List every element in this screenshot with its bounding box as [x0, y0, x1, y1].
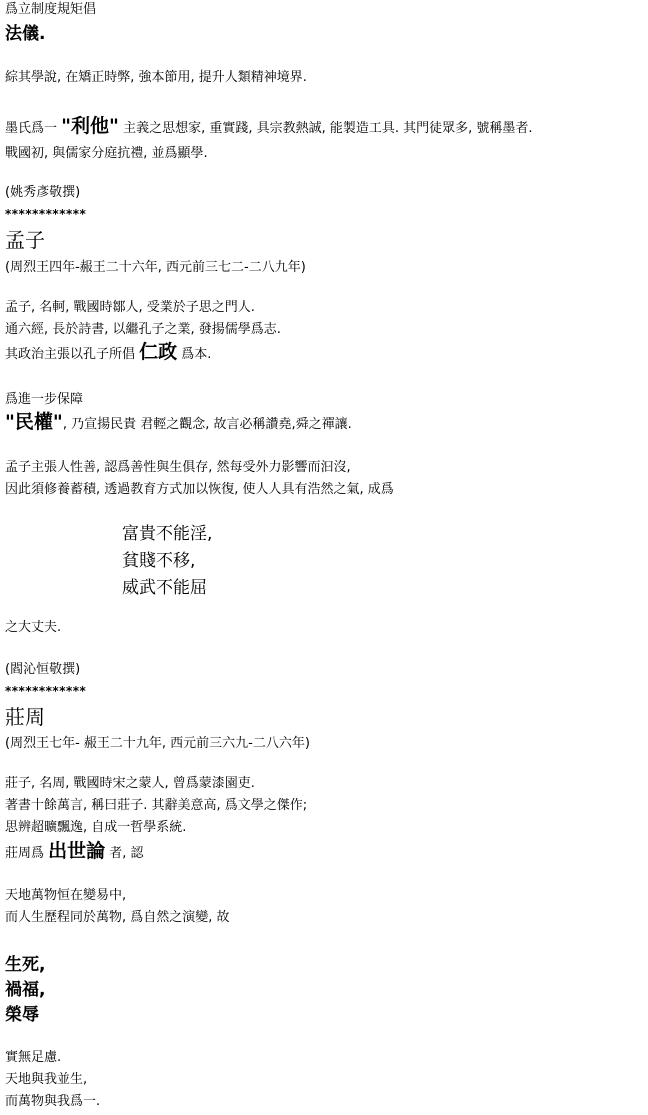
section-divider: ************ — [5, 207, 87, 221]
mozi-author: (姚秀彥敬撰) — [5, 185, 81, 200]
zhuangzi-triad-2: 禍福, — [5, 980, 46, 1000]
zhuangzi-bio2: 著書十餘萬言, 稱曰莊子. 其辭美意高, 爲文學之傑作; — [5, 798, 308, 813]
zhuangzi-world1: 天地萬物恒在變易中, — [5, 888, 127, 903]
zhuangzi-end1: 實無足慮. — [5, 1050, 62, 1065]
mozi-intro-end: 主義之思想家, 重實踐, 具宗教熱誠, 能製造工具. 其門徒眾多, 號稱墨者. — [118, 121, 533, 136]
mencius-step: 爲進一步保障 — [5, 392, 84, 407]
mozi-summary: 綜其學說, 在矯正時弊, 強本節用, 提升人類精神境界. — [5, 70, 307, 85]
mencius-after-poem: 之大丈夫. — [5, 620, 62, 635]
zhuangzi-end2: 天地與我並生, — [5, 1072, 88, 1087]
mencius-policy-emphasis: 仁政 — [139, 341, 178, 363]
mencius-rights-end: , 乃宣揚民貴 君輕之觀念, 故言必稱讚堯,舜之禪讓. — [62, 417, 352, 432]
zhuangzi-thought-emphasis: 出世論 — [48, 840, 106, 862]
section-divider: ************ — [5, 684, 87, 698]
mencius-author: (閻沁恒敬撰) — [5, 662, 81, 677]
mencius-bio1: 孟子, 名軻, 戰國時鄒人, 受業於子思之門人. — [5, 300, 255, 315]
zhuangzi-triad-1: 生死, — [5, 955, 46, 975]
zhuangzi-thought-start: 莊周爲 — [5, 846, 49, 861]
mozi-intro-start: 墨氏爲一 — [5, 121, 62, 136]
mencius-name: 孟子 — [5, 228, 45, 252]
mencius-policy-start: 其政治主張以孔子所倡 — [5, 347, 140, 362]
mencius-nature2: 因此須修養蓄積, 透過教育方式加以恢復, 使人人具有浩然之氣, 成爲 — [5, 482, 394, 497]
mencius-poem-line2: 貧賤不移, — [122, 551, 196, 571]
mozi-tagline: 爲立制度規矩倡 — [5, 2, 97, 17]
mencius-nature1: 孟子主張人性善, 認爲善性與生俱存, 然每受外力影響而汩沒, — [5, 460, 351, 475]
zhuangzi-thought-end: 者, 認 — [105, 846, 144, 861]
zhuangzi-thought — [5, 840, 144, 862]
zhuangzi-name: 莊周 — [5, 705, 45, 729]
zhuangzi-bio3: 思辨超曠飄逸, 自成一哲學系統. — [5, 820, 187, 835]
mencius-rights-emphasis: "民權" — [5, 411, 63, 433]
mencius-policy-end: 爲本. — [177, 347, 212, 362]
zhuangzi-triad-3: 榮辱 — [5, 1005, 39, 1025]
zhuangzi-end3: 而萬物與我爲一. — [5, 1094, 101, 1109]
mozi-name: 法儀. — [5, 24, 46, 44]
mencius-policy — [5, 341, 212, 363]
mozi-intro — [5, 115, 533, 137]
mencius-poem-line3: 威武不能屈 — [122, 578, 207, 598]
zhuangzi-dates: (周烈王七年- 赧王二十九年, 西元前三六九-二八六年) — [5, 736, 310, 751]
mencius-dates: (周烈王四年-赧王二十六年, 西元前三七二-二八九年) — [5, 260, 306, 275]
mozi-intro-line2: 戰國初, 與儒家分庭抗禮, 並爲顯學. — [5, 146, 208, 161]
mozi-intro-emphasis: "利他" — [61, 115, 119, 137]
zhuangzi-world2: 而人生歷程同於萬物, 爲自然之演變, 故 — [5, 910, 230, 925]
zhuangzi-bio1: 莊子, 名周, 戰國時宋之蒙人, 曾爲蒙漆園吏. — [5, 776, 255, 791]
mencius-poem-line1: 富貴不能淫, — [122, 524, 213, 544]
mencius-bio2: 通六經, 長於詩書, 以繼孔子之業, 發揚儒學爲志. — [5, 322, 281, 337]
mencius-rights — [5, 411, 352, 433]
